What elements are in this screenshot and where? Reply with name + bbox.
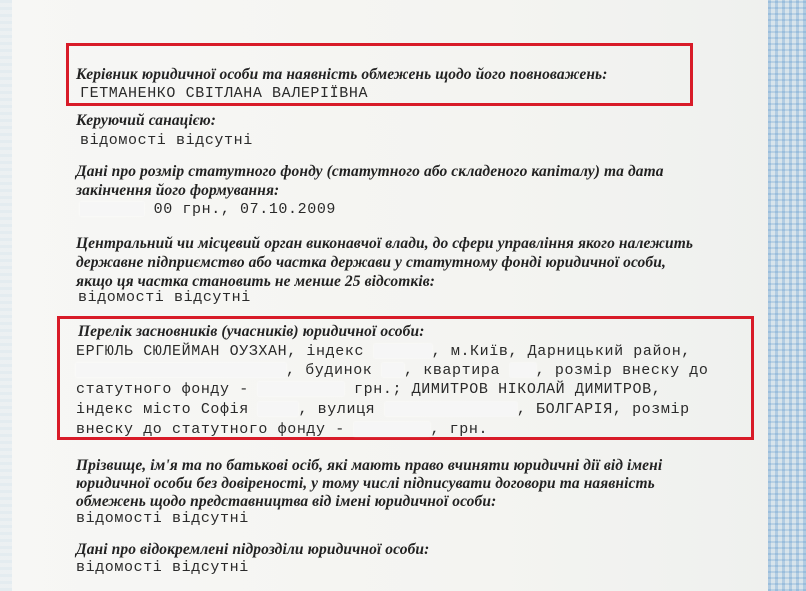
capital-heading-1: Дані про розмір статутного фонду (статутного або складеного капіталу) та дата — [76, 163, 664, 180]
founders-line-4 — [76, 401, 690, 418]
capital-heading-2: закінчення його формування: — [76, 182, 280, 199]
branches-value: відомості відсутні — [76, 559, 249, 576]
founders-text: , м.Київ, Дарницький район, — [431, 343, 691, 360]
head-heading: Керівник юридичної особи та наявність обмежень щодо його повноважень: — [76, 66, 608, 83]
authority-value: відомості відсутні — [78, 289, 251, 306]
founders-text: внеску до статутного фонду - — [76, 421, 345, 438]
redaction — [258, 382, 344, 396]
branches-heading: Дані про відокремлені підрозділи юридичної особи: — [76, 541, 430, 558]
founders-line-5 — [76, 421, 488, 438]
founders-text: індекс місто Софія — [76, 401, 249, 418]
sanator-heading: Керуючий санацією: — [76, 112, 217, 129]
founders-text: , вулиця — [298, 401, 376, 418]
left-security-stripe — [0, 0, 12, 591]
signers-value: відомості відсутні — [76, 510, 249, 527]
redaction — [354, 422, 430, 436]
founders-text: , розмір внеску до — [535, 362, 709, 379]
redaction — [382, 363, 404, 377]
sanator-value: відомості відсутні — [80, 132, 253, 149]
signers-heading-1: Прізвище, ім'я та по батькові осіб, які мають право вчиняти юридичні дії від імені — [76, 457, 663, 474]
capital-value-text: 00 грн., 07.10.2009 — [153, 201, 337, 218]
right-security-stripe — [768, 0, 806, 591]
authority-heading-3: якщо ця частка становить не менше 25 відсотків: — [76, 273, 436, 290]
redaction — [374, 344, 432, 358]
authority-heading-1: Центральний чи місцевий орган виконавчої влади, до сфери управління якого належить — [76, 235, 694, 252]
redaction — [258, 402, 298, 416]
founders-heading: Перелік засновників (учасників) юридичної особи: — [78, 323, 425, 340]
signers-heading-3: обмежень щодо представництва від імені юридичної особи: — [76, 493, 497, 510]
redaction — [76, 363, 286, 377]
authority-heading-2: державне підприємство або частка держави у статутному фонді юридичної особи, — [76, 254, 666, 271]
founders-text: , БОЛГАРІЯ, розмір — [516, 401, 690, 418]
redaction — [385, 402, 517, 416]
redaction — [510, 363, 536, 377]
founders-line-2 — [76, 362, 708, 379]
head-value: ГЕТМАНЕНКО СВІТЛАНА ВАЛЕРІЇВНА — [80, 85, 369, 102]
founders-text: , будинок — [286, 362, 373, 379]
founders-line-1 — [76, 343, 691, 360]
founders-text: , грн. — [430, 421, 489, 438]
founders-text: ЕРГЮЛЬ СЮЛЕЙМАН ОУЗХАН, індекс — [76, 343, 365, 360]
founders-line-3 — [76, 381, 661, 398]
founders-text: статутного фонду - — [76, 381, 249, 398]
founders-text: грн.; ДИМИТРОВ НІКОЛАЙ ДИМИТРОВ, — [354, 381, 662, 398]
redaction — [80, 202, 144, 216]
capital-value — [80, 201, 336, 218]
founders-text: , квартира — [404, 362, 501, 379]
signers-heading-2: юридичної особи без довіреності, у тому числі підписувати договори та наявність — [76, 475, 655, 492]
